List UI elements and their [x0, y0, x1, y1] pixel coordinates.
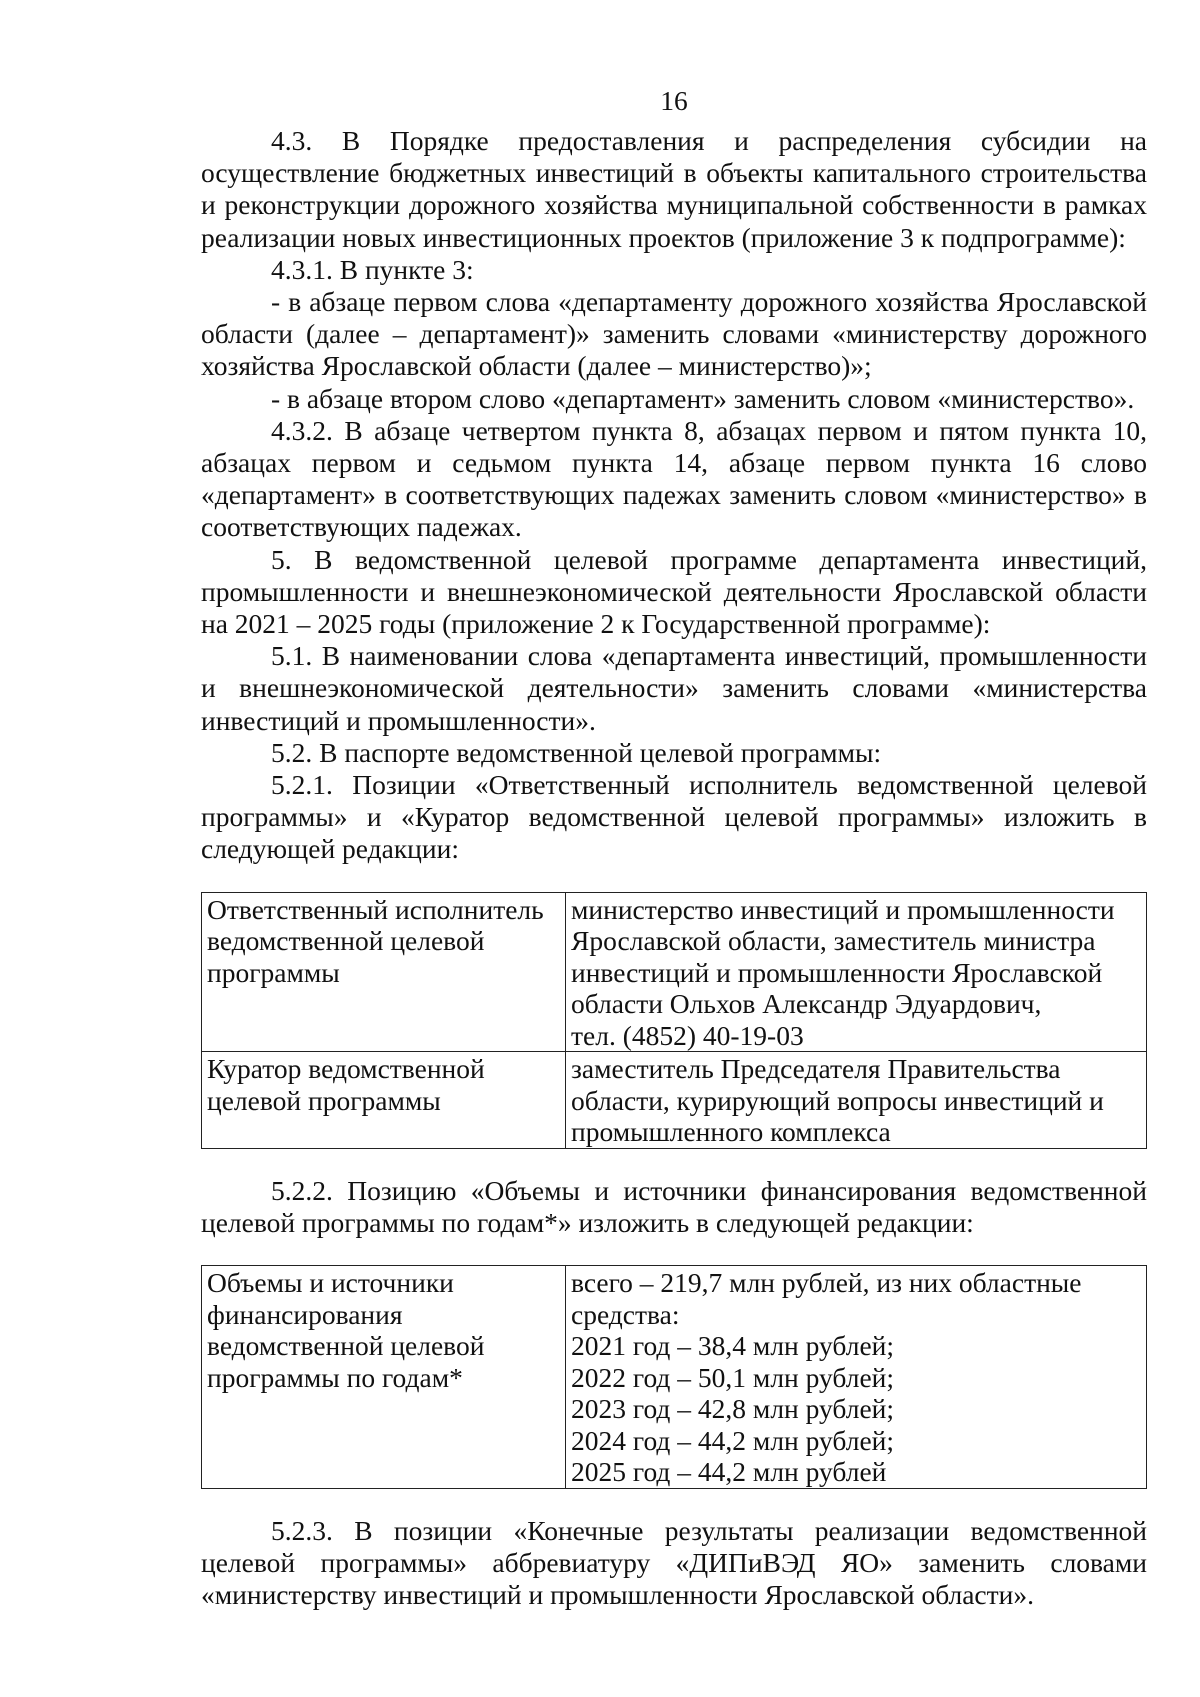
paragraph-5-2-1: 5.2.1. Позиции «Ответственный исполнитель ведомственной целевой программы» и «Куратор ведомственной целевой программы» изложить в следующей редакции:	[201, 769, 1147, 865]
cell-line: 2025 год – 44,2 млн рублей	[571, 1456, 887, 1488]
cell-line: области Ольхов Александр Эдуардович,	[571, 988, 1042, 1020]
cell-line: 2023 год – 42,8 млн рублей;	[571, 1393, 895, 1425]
table-cell-value	[566, 1052, 1147, 1149]
paragraph-5-2-2: 5.2.2. Позицию «Объемы и источники финансирования ведомственной целевой программы по годам*» изложить в следующей редакции:	[201, 1174, 1147, 1238]
cell-line: промышленного комплекса	[571, 1116, 891, 1148]
paragraph-4-3: 4.3. В Порядке предоставления и распределения субсидии на осуществление бюджетных инвестиций в объекты капитального строительства и реконструкции дорожного хозяйства муниципальной собственности в рамках реализации новых инвестиционных проектов (приложение 3 к подпрограмме):	[201, 125, 1147, 253]
document-page	[201, 85, 1147, 1611]
paragraph-5-2: 5.2. В паспорте ведомственной целевой программы:	[271, 736, 882, 768]
table-row	[202, 1266, 1147, 1489]
cell-line: инвестиций и промышленности Ярославской	[571, 956, 1103, 988]
cell-line: тел. (4852) 40-19-03	[571, 1019, 804, 1051]
paragraph-5-1: 5.1. В наименовании слова «департамента инвестиций, промышленности и внешнеэкономической деятельности» заменить словами «министерства инвестиций и промышленности».	[201, 640, 1147, 736]
table-row	[202, 892, 1147, 1052]
paragraph-5-2-3: 5.2.3. В позиции «Конечные результаты реализации ведомственной целевой программы» аббревиатуру «ДИПиВЭД ЯО» заменить словами «министерству инвестиций и промышленности Ярославской области».	[201, 1514, 1147, 1610]
cell-line: всего – 219,7 млн рублей, из них областные	[571, 1267, 1082, 1299]
cell-line: целевой программы	[207, 1084, 441, 1116]
funding-table	[201, 1265, 1147, 1489]
paragraph-4-3-1-a: - в абзаце первом слова «департаменту дорожного хозяйства Ярославской области (далее – департамент)» заменить словами «министерству дорожного хозяйства Ярославской области (далее – министерство)»;	[201, 286, 1147, 382]
cell-line: средства:	[571, 1298, 680, 1330]
table-row	[202, 1052, 1147, 1149]
paragraph-4-3-1-b: - в абзаце втором слово «департамент» заменить словом «министерство».	[271, 382, 1135, 414]
cell-line: заместитель Председателя Правительства	[571, 1053, 1061, 1085]
table-cell-value	[566, 892, 1147, 1052]
table-cell-value	[566, 1266, 1147, 1489]
cell-line: финансирования	[207, 1298, 403, 1330]
cell-line: Объемы и источники	[207, 1267, 454, 1299]
cell-line: ведомственной целевой	[207, 925, 485, 957]
cell-line: 2021 год – 38,4 млн рублей;	[571, 1330, 895, 1362]
table-cell-label	[202, 1266, 566, 1489]
table-cell-label	[202, 892, 566, 1052]
cell-line: области, курирующий вопросы инвестиций и	[571, 1084, 1104, 1116]
paragraph-4-3-1: 4.3.1. В пункте 3:	[271, 253, 474, 285]
paragraph-4-3-2: 4.3.2. В абзаце четвертом пункта 8, абзацах первом и пятом пункта 10, абзацах первом и седьмом пункта 14, абзаце первом пункта 16 слово «департамент» в соответствующих падежах заменить словом «министерство» в соответствующих падежах.	[201, 414, 1147, 543]
cell-line: 2022 год – 50,1 млн рублей;	[571, 1361, 895, 1393]
cell-line: программы	[207, 956, 340, 988]
cell-line: министерство инвестиций и промышленности	[571, 893, 1115, 925]
page-number: 16	[660, 85, 688, 116]
cell-line: Куратор ведомственной	[207, 1053, 485, 1085]
cell-line: программы по годам*	[207, 1361, 463, 1393]
table-cell-label	[202, 1052, 566, 1149]
responsible-curator-table	[201, 892, 1147, 1149]
cell-line: ведомственной целевой	[207, 1330, 485, 1362]
cell-line: Ответственный исполнитель	[207, 893, 544, 925]
cell-line: Ярославской области, заместитель министра	[571, 925, 1096, 957]
cell-line: 2024 год – 44,2 млн рублей;	[571, 1424, 895, 1456]
paragraph-5: 5. В ведомственной целевой программе департамента инвестиций, промышленности и внешнеэкономической деятельности Ярославской области на 2021 – 2025 годы (приложение 2 к Государственной программе):	[201, 543, 1147, 640]
